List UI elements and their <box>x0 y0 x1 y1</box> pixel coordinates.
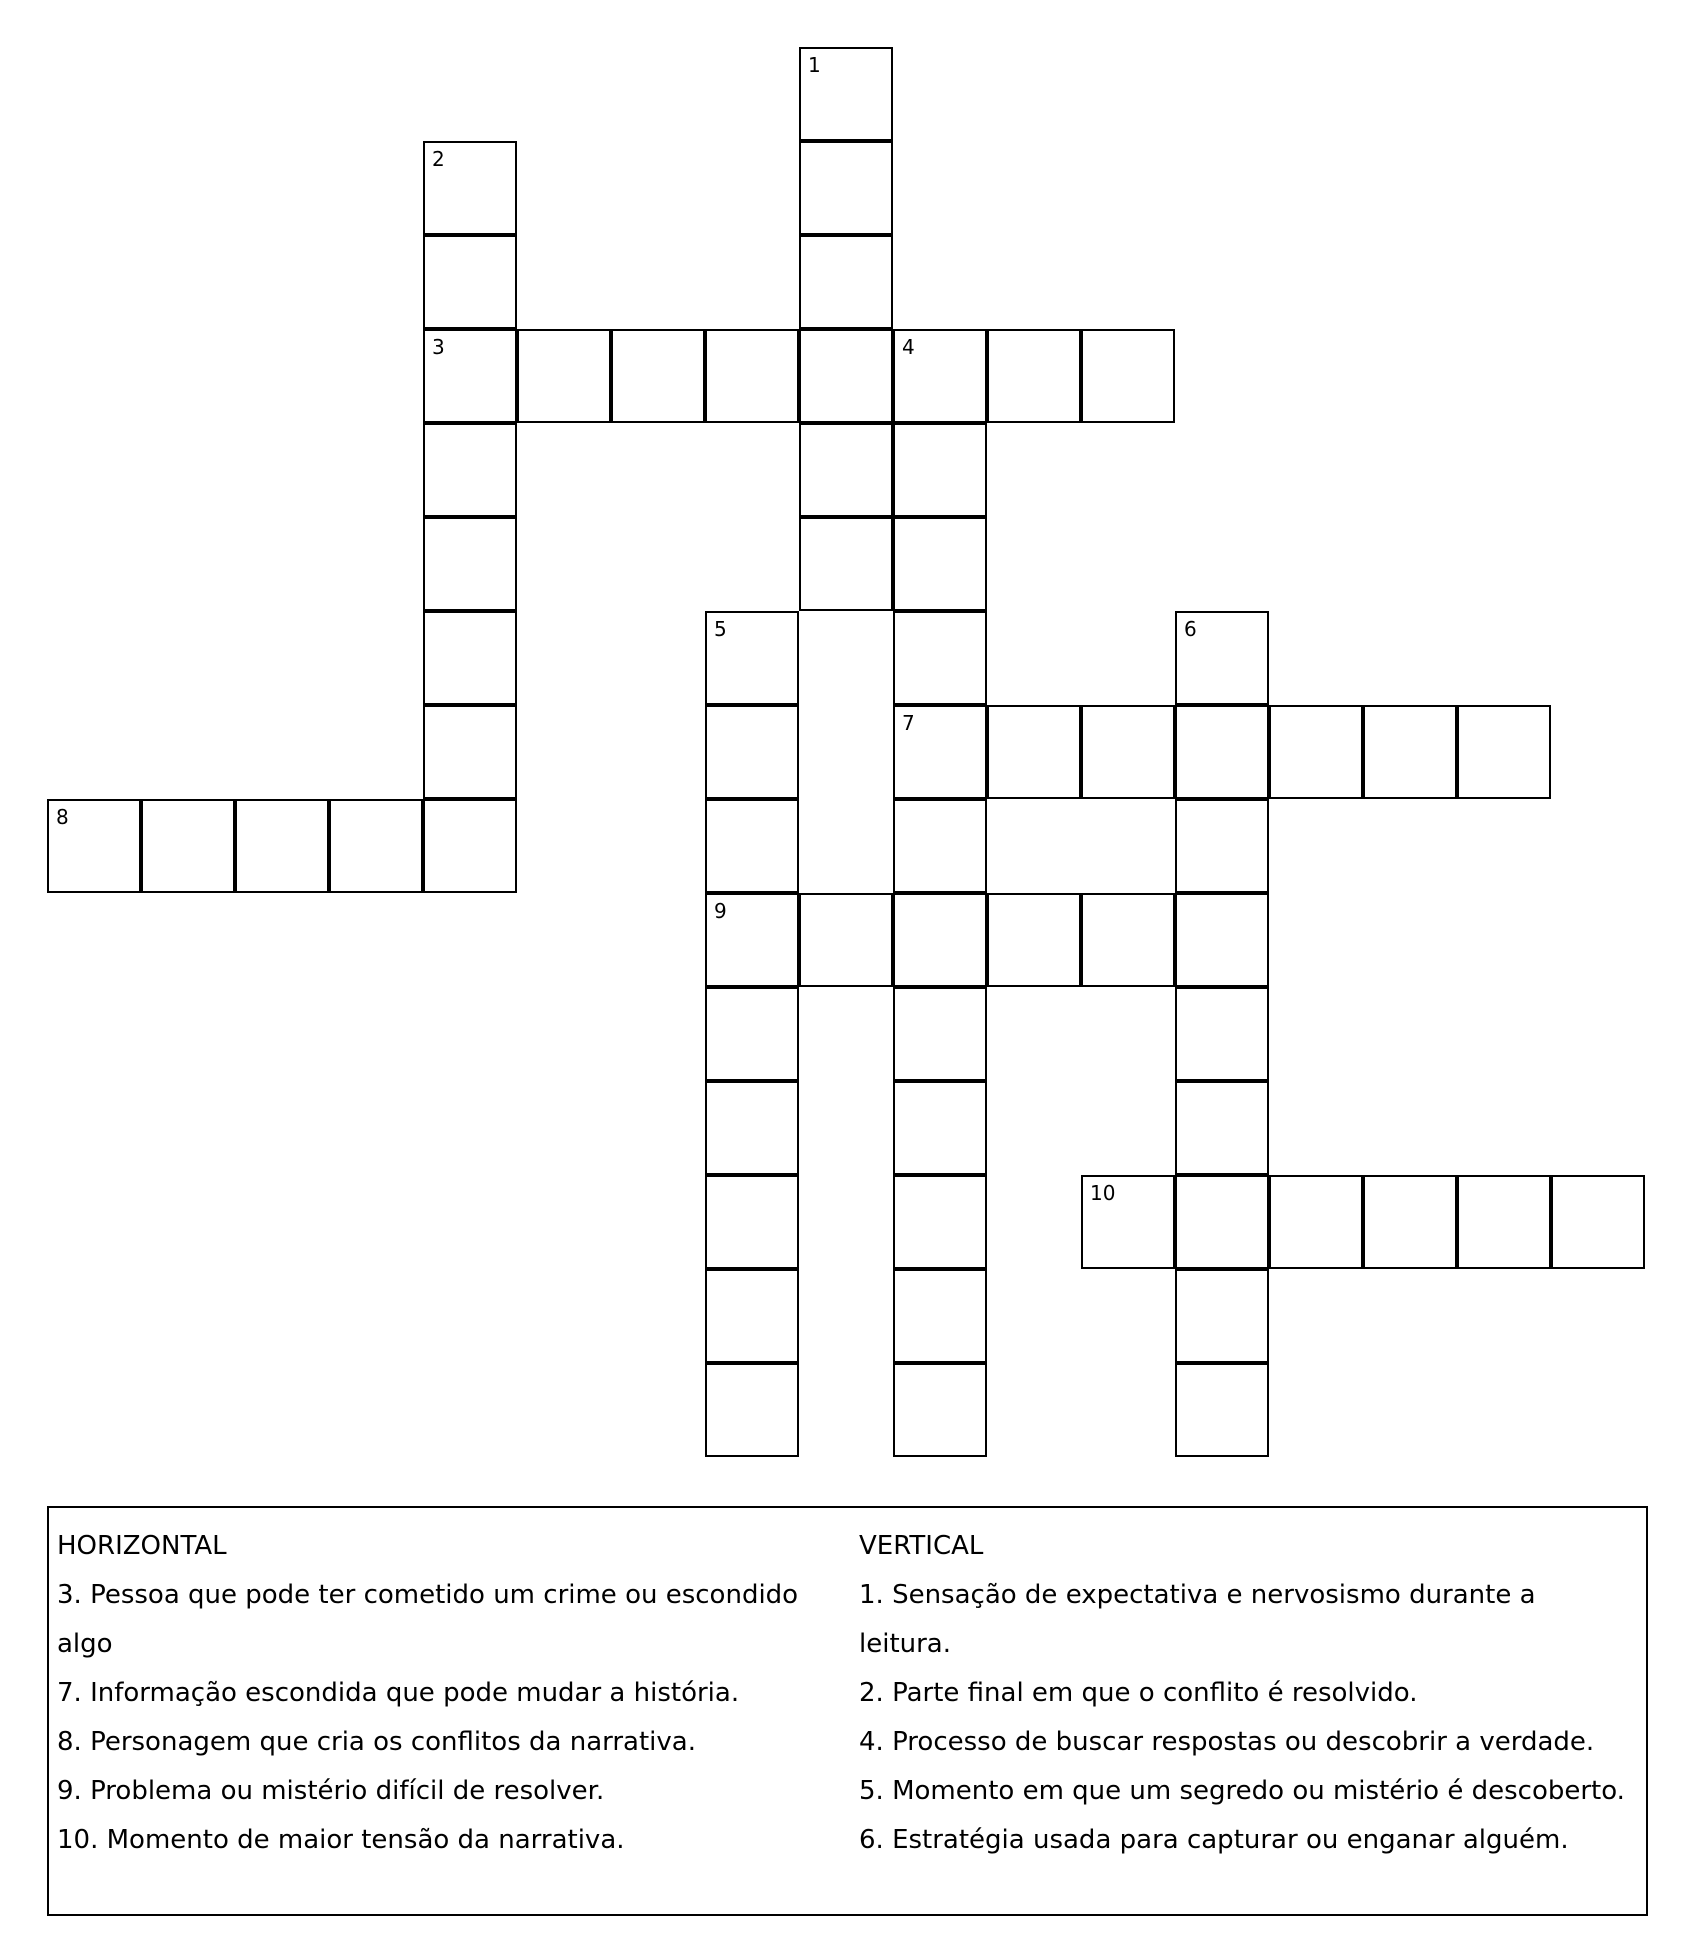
horizontal-title: HORIZONTAL <box>57 1531 227 1561</box>
horizontal-clue-line: 8. Personagem que cria os conflitos da narrativa. <box>57 1727 696 1757</box>
clue-number: 7 <box>902 711 915 735</box>
crossword-cell[interactable] <box>799 423 893 517</box>
crossword-cell[interactable] <box>329 799 423 893</box>
crossword-cell[interactable] <box>705 893 799 987</box>
clue-number: 10 <box>1090 1181 1116 1205</box>
crossword-cell[interactable] <box>517 329 611 423</box>
crossword-cell[interactable] <box>893 1363 987 1457</box>
crossword-cell[interactable] <box>893 1081 987 1175</box>
crossword-cell[interactable] <box>893 1269 987 1363</box>
crossword-cell[interactable] <box>893 705 987 799</box>
crossword-cell[interactable] <box>705 705 799 799</box>
crossword-cell[interactable] <box>705 987 799 1081</box>
crossword-cell[interactable] <box>893 329 987 423</box>
crossword-cell[interactable] <box>47 799 141 893</box>
crossword-cell[interactable] <box>1175 705 1269 799</box>
crossword-cell[interactable] <box>1175 799 1269 893</box>
crossword-cell[interactable] <box>705 1269 799 1363</box>
crossword-cell[interactable] <box>987 893 1081 987</box>
crossword-cell[interactable] <box>893 799 987 893</box>
vertical-title: VERTICAL <box>859 1531 984 1561</box>
crossword-cell[interactable] <box>987 329 1081 423</box>
clues-box <box>47 1506 1648 1916</box>
crossword-cell[interactable] <box>1081 705 1175 799</box>
clue-number: 8 <box>56 805 69 829</box>
crossword-cell[interactable] <box>705 611 799 705</box>
crossword-cell[interactable] <box>1175 893 1269 987</box>
crossword-cell[interactable] <box>235 799 329 893</box>
crossword-cell[interactable] <box>1081 893 1175 987</box>
vertical-clue-line: 4. Processo de buscar respostas ou descobrir a verdade. <box>859 1727 1595 1757</box>
crossword-cell[interactable] <box>893 517 987 611</box>
crossword-cell[interactable] <box>1363 1175 1457 1269</box>
clue-number: 1 <box>808 53 821 77</box>
crossword-cell[interactable] <box>1175 1269 1269 1363</box>
crossword-cell[interactable] <box>705 1175 799 1269</box>
vertical-clue-line: 5. Momento em que um segredo ou mistério é descoberto. <box>859 1776 1625 1806</box>
horizontal-clue-line: 7. Informação escondida que pode mudar a história. <box>57 1678 740 1708</box>
crossword-cell[interactable] <box>799 517 893 611</box>
horizontal-clue-line: 10. Momento de maior tensão da narrativa. <box>57 1825 625 1855</box>
crossword-cell[interactable] <box>423 235 517 329</box>
crossword-cell[interactable] <box>611 329 705 423</box>
crossword-cell[interactable] <box>423 611 517 705</box>
vertical-clue-line: 2. Parte final em que o conflito é resolvido. <box>859 1678 1418 1708</box>
crossword-cell[interactable] <box>987 705 1081 799</box>
crossword-cell[interactable] <box>1081 329 1175 423</box>
crossword-cell[interactable] <box>423 329 517 423</box>
crossword-cell[interactable] <box>1551 1175 1645 1269</box>
crossword-cell[interactable] <box>893 987 987 1081</box>
vertical-clues <box>859 1522 1639 1865</box>
crossword-cell[interactable] <box>893 611 987 705</box>
crossword-cell[interactable] <box>799 893 893 987</box>
crossword-cell[interactable] <box>423 423 517 517</box>
crossword-cell[interactable] <box>1175 987 1269 1081</box>
crossword-cell[interactable] <box>1175 1081 1269 1175</box>
crossword-cell[interactable] <box>423 799 517 893</box>
crossword-cell[interactable] <box>1363 705 1457 799</box>
crossword-cell[interactable] <box>705 1363 799 1457</box>
horizontal-clue-line: 9. Problema ou mistério difícil de resolver. <box>57 1776 605 1806</box>
clue-number: 3 <box>432 335 445 359</box>
crossword-cell[interactable] <box>893 423 987 517</box>
horizontal-clues <box>57 1522 847 1865</box>
horizontal-clue-line: 3. Pessoa que pode ter cometido um crime ou escondido <box>57 1580 799 1610</box>
crossword-cell[interactable] <box>423 141 517 235</box>
clue-number: 2 <box>432 147 445 171</box>
crossword-cell[interactable] <box>1269 1175 1363 1269</box>
crossword-cell[interactable] <box>799 47 893 141</box>
crossword-cell[interactable] <box>893 1175 987 1269</box>
crossword-cell[interactable] <box>705 1081 799 1175</box>
crossword-cell[interactable] <box>423 517 517 611</box>
crossword-cell[interactable] <box>1175 1363 1269 1457</box>
crossword-cell[interactable] <box>423 705 517 799</box>
crossword-cell[interactable] <box>799 235 893 329</box>
crossword-cell[interactable] <box>1269 705 1363 799</box>
crossword-cell[interactable] <box>1175 611 1269 705</box>
crossword-cell[interactable] <box>1457 1175 1551 1269</box>
clue-number: 9 <box>714 899 727 923</box>
crossword-cell[interactable] <box>893 893 987 987</box>
crossword-cell[interactable] <box>799 141 893 235</box>
vertical-clue-line: leitura. <box>859 1629 952 1659</box>
crossword-cell[interactable] <box>1081 1175 1175 1269</box>
crossword-cell[interactable] <box>1175 1175 1269 1269</box>
crossword-cell[interactable] <box>705 799 799 893</box>
horizontal-clue-line: algo <box>57 1629 113 1659</box>
clue-number: 5 <box>714 617 727 641</box>
vertical-clue-line: 1. Sensação de expectativa e nervosismo durante a <box>859 1580 1536 1610</box>
crossword-cell[interactable] <box>1457 705 1551 799</box>
vertical-clue-line: 6. Estratégia usada para capturar ou enganar alguém. <box>859 1825 1569 1855</box>
clue-number: 4 <box>902 335 915 359</box>
crossword-cell[interactable] <box>705 329 799 423</box>
crossword-cell[interactable] <box>799 329 893 423</box>
crossword-cell[interactable] <box>141 799 235 893</box>
clue-number: 6 <box>1184 617 1197 641</box>
